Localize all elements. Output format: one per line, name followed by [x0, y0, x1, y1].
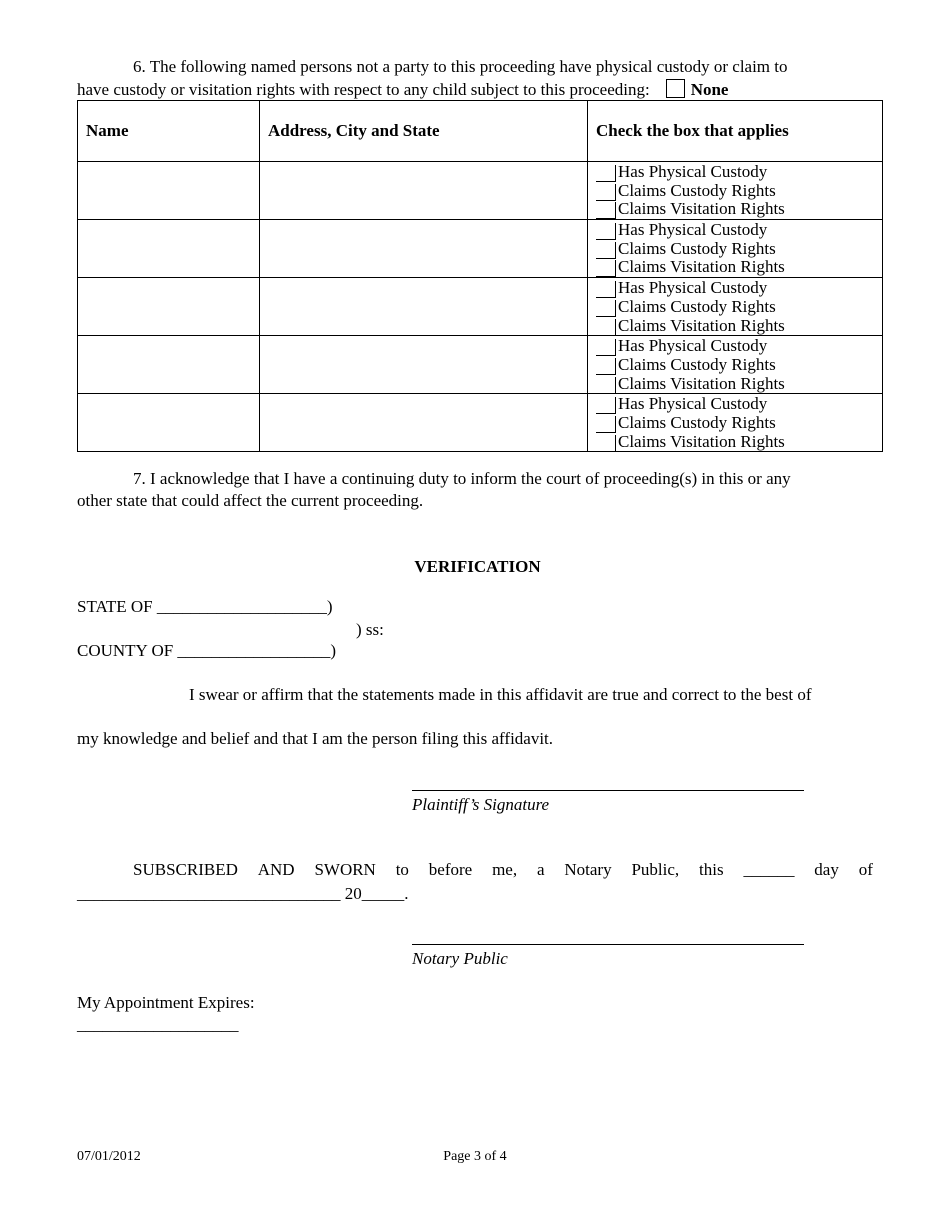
notary-clause-word: SUBSCRIBED	[133, 860, 238, 879]
custody-option-checkbox[interactable]	[596, 397, 616, 414]
notary-clause-word: to	[395, 860, 409, 879]
custody-option[interactable]	[596, 200, 882, 219]
notary-signature-line[interactable]	[412, 944, 804, 945]
person-name-cell[interactable]	[78, 162, 260, 220]
custody-option-checkbox[interactable]	[596, 184, 616, 201]
footer-page-number: Page 3 of 4	[443, 1149, 507, 1164]
custody-option-checkbox[interactable]	[596, 260, 616, 277]
person-address-cell[interactable]	[260, 336, 588, 394]
custody-option-label: Has Physical Custody	[618, 220, 768, 240]
section-7-text-line1: 7. I acknowledge that I have a continuing duty to inform the court of proceeding(s) in this or any	[133, 469, 791, 488]
custody-options-cell	[588, 220, 883, 278]
subscribed-sworn-line2[interactable]: _______________________________ 20_____.	[77, 884, 409, 903]
notary-clause-word: AND	[257, 860, 295, 879]
custody-option[interactable]	[596, 182, 882, 201]
ss-label: ) ss:	[356, 620, 384, 639]
custody-option[interactable]	[596, 240, 882, 259]
custody-option-label: Has Physical Custody	[618, 394, 768, 414]
table-row	[78, 394, 883, 452]
custody-option[interactable]	[596, 163, 882, 182]
person-name-cell[interactable]	[78, 278, 260, 336]
custody-option-label: Claims Custody Rights	[618, 354, 776, 374]
custody-option[interactable]	[596, 221, 882, 240]
notary-clause-word: day	[814, 860, 839, 879]
custody-option-label: Claims Custody Rights	[618, 180, 776, 200]
table-row	[78, 162, 883, 220]
notary-clause-word: Public,	[631, 860, 680, 879]
custody-option-checkbox[interactable]	[596, 202, 616, 219]
custody-option[interactable]	[596, 337, 882, 356]
notary-clause-word: of	[858, 860, 873, 879]
person-name-cell[interactable]	[78, 220, 260, 278]
custody-option[interactable]	[596, 414, 882, 433]
none-checkbox[interactable]	[666, 79, 685, 98]
footer-date: 07/01/2012	[77, 1149, 141, 1164]
custody-option[interactable]	[596, 433, 882, 452]
oath-text-line1: I swear or affirm that the statements made in this affidavit are true and correct to the best of	[189, 685, 812, 704]
plaintiff-signature-label: Plaintiff’s Signature	[412, 795, 550, 814]
custody-option-label: Claims Custody Rights	[618, 296, 776, 316]
custody-option-checkbox[interactable]	[596, 377, 616, 394]
custody-option[interactable]	[596, 375, 882, 394]
custody-option-label: Claims Custody Rights	[618, 412, 776, 432]
verification-title: VERIFICATION	[414, 557, 541, 576]
custody-option-checkbox[interactable]	[596, 300, 616, 317]
custody-option-checkbox[interactable]	[596, 223, 616, 240]
appointment-expires-label: My Appointment Expires:	[77, 993, 255, 1012]
custody-option[interactable]	[596, 395, 882, 414]
custody-option-label: Claims Custody Rights	[618, 238, 776, 258]
section-7-text-line2: other state that could affect the current proceeding.	[77, 491, 424, 510]
custody-option[interactable]	[596, 356, 882, 375]
custody-option-checkbox[interactable]	[596, 435, 616, 452]
custody-option-checkbox[interactable]	[596, 281, 616, 298]
oath-text-line2: my knowledge and belief and that I am the person filing this affidavit.	[77, 729, 554, 748]
custody-option-checkbox[interactable]	[596, 165, 616, 182]
custody-option-checkbox[interactable]	[596, 416, 616, 433]
custody-options-cell	[588, 336, 883, 394]
custody-option-label: Claims Visitation Rights	[618, 315, 785, 335]
custody-options-cell	[588, 394, 883, 452]
custody-option-label: Claims Visitation Rights	[618, 199, 785, 219]
none-checkbox-label: None	[690, 80, 729, 99]
column-header-check: Check the box that applies	[588, 101, 883, 162]
section-6-text-line2-content: have custody or visitation rights with respect to any child subject to this proceeding:	[77, 80, 650, 99]
custody-option-checkbox[interactable]	[596, 319, 616, 336]
person-address-cell[interactable]	[260, 394, 588, 452]
appointment-expires-field[interactable]: ___________________	[77, 1015, 239, 1034]
notary-clause-word[interactable]: ______	[743, 860, 795, 879]
subscribed-sworn-line1	[133, 860, 873, 880]
state-of-field[interactable]: STATE OF ____________________)	[77, 597, 333, 616]
persons-table	[77, 100, 883, 452]
table-row	[78, 336, 883, 394]
section-6-text-line1: 6. The following named persons not a party to this proceeding have physical custody or claim to	[133, 57, 788, 76]
notary-clause-word: before	[428, 860, 473, 879]
custody-options-cell	[588, 278, 883, 336]
custody-option-checkbox[interactable]	[596, 339, 616, 356]
county-of-field[interactable]: COUNTY OF __________________)	[77, 641, 337, 660]
notary-clause-word: SWORN	[314, 860, 376, 879]
notary-clause-word: Notary	[564, 860, 612, 879]
table-row	[78, 220, 883, 278]
notary-public-label: Notary Public	[412, 949, 508, 968]
plaintiff-signature-line[interactable]	[412, 790, 804, 791]
notary-clause-word: me,	[492, 860, 518, 879]
table-row	[78, 278, 883, 336]
column-header-address: Address, City and State	[260, 101, 588, 162]
custody-option[interactable]	[596, 279, 882, 298]
custody-option-label: Has Physical Custody	[618, 336, 768, 356]
custody-option-label: Claims Visitation Rights	[618, 373, 785, 393]
custody-option[interactable]	[596, 258, 882, 277]
custody-option[interactable]	[596, 317, 882, 336]
person-name-cell[interactable]	[78, 394, 260, 452]
person-name-cell[interactable]	[78, 336, 260, 394]
custody-option[interactable]	[596, 298, 882, 317]
notary-clause-word: this	[699, 860, 724, 879]
custody-option-checkbox[interactable]	[596, 242, 616, 259]
person-address-cell[interactable]	[260, 220, 588, 278]
column-header-name: Name	[78, 101, 260, 162]
custody-option-label: Has Physical Custody	[618, 278, 768, 298]
person-address-cell[interactable]	[260, 162, 588, 220]
custody-options-cell	[588, 162, 883, 220]
custody-option-label: Claims Visitation Rights	[618, 257, 785, 277]
custody-option-checkbox[interactable]	[596, 358, 616, 375]
section-6-text-line2	[77, 79, 728, 100]
custody-option-label: Claims Visitation Rights	[618, 431, 785, 451]
person-address-cell[interactable]	[260, 278, 588, 336]
custody-option-label: Has Physical Custody	[618, 162, 768, 181]
notary-clause-word: a	[536, 860, 545, 879]
